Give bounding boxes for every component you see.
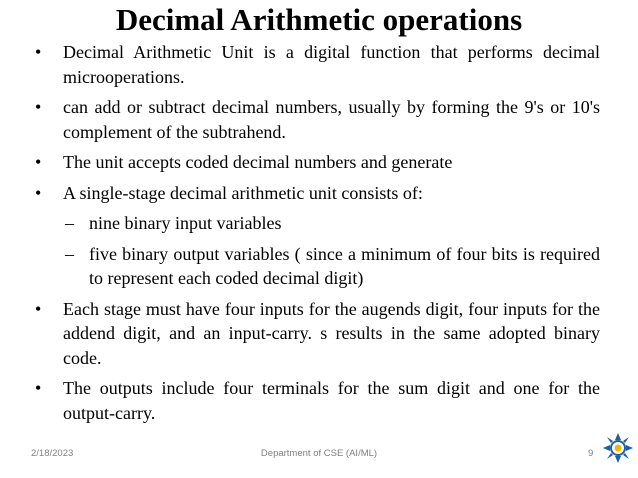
bullet-text: can add or subtract decimal numbers, usually by forming the 9's or 10's complement of the subtrahend.	[63, 97, 600, 142]
bullet-marker: •	[35, 298, 42, 319]
bullet-marker: •	[35, 182, 42, 203]
institution-logo-icon	[600, 430, 636, 466]
bullet-marker: •	[35, 378, 42, 398]
bullet-text: Decimal Arithmetic Unit is a digital function that performs decimal microoperations.	[63, 42, 600, 87]
footer-page-number: 9	[588, 448, 594, 459]
bullet-text: The outputs include four terminals for the sum digit and one for the output-carry.	[63, 378, 600, 423]
bullet-text: The unit accepts coded decimal numbers and generate	[63, 152, 453, 172]
bullet-item	[33, 40, 600, 89]
bullet-item	[33, 376, 600, 425]
footer-date: 2/18/2023	[31, 448, 74, 459]
bullet-item	[33, 181, 600, 206]
sub-bullet-text: five binary output variables ( since a minimum of four bits is required to represent each coded decimal digit)	[89, 243, 600, 288]
bullet-list	[33, 40, 600, 431]
bullet-marker: •	[35, 97, 42, 117]
bullet-item	[33, 297, 600, 371]
sub-bullet-item	[65, 211, 600, 236]
footer-department: Department of CSE (AI/ML)	[260, 448, 378, 459]
bullet-text: A single-stage decimal arithmetic unit consists of:	[63, 182, 423, 203]
bullet-marker: •	[35, 152, 42, 172]
slide-title: Decimal Arithmetic operations	[115, 2, 523, 37]
dash-marker: –	[65, 243, 74, 264]
bullet-text: Each stage must have four inputs for the augends digit, four inputs for the addend digit, and an input-carry. s results in the same adopted binary code.	[63, 298, 600, 368]
dash-marker: –	[65, 213, 74, 233]
bullet-marker: •	[35, 42, 42, 62]
sub-bullet-text: nine binary input variables	[89, 213, 282, 233]
bullet-item	[33, 95, 600, 144]
sub-bullet-item	[65, 242, 600, 291]
bullet-item	[33, 150, 600, 175]
